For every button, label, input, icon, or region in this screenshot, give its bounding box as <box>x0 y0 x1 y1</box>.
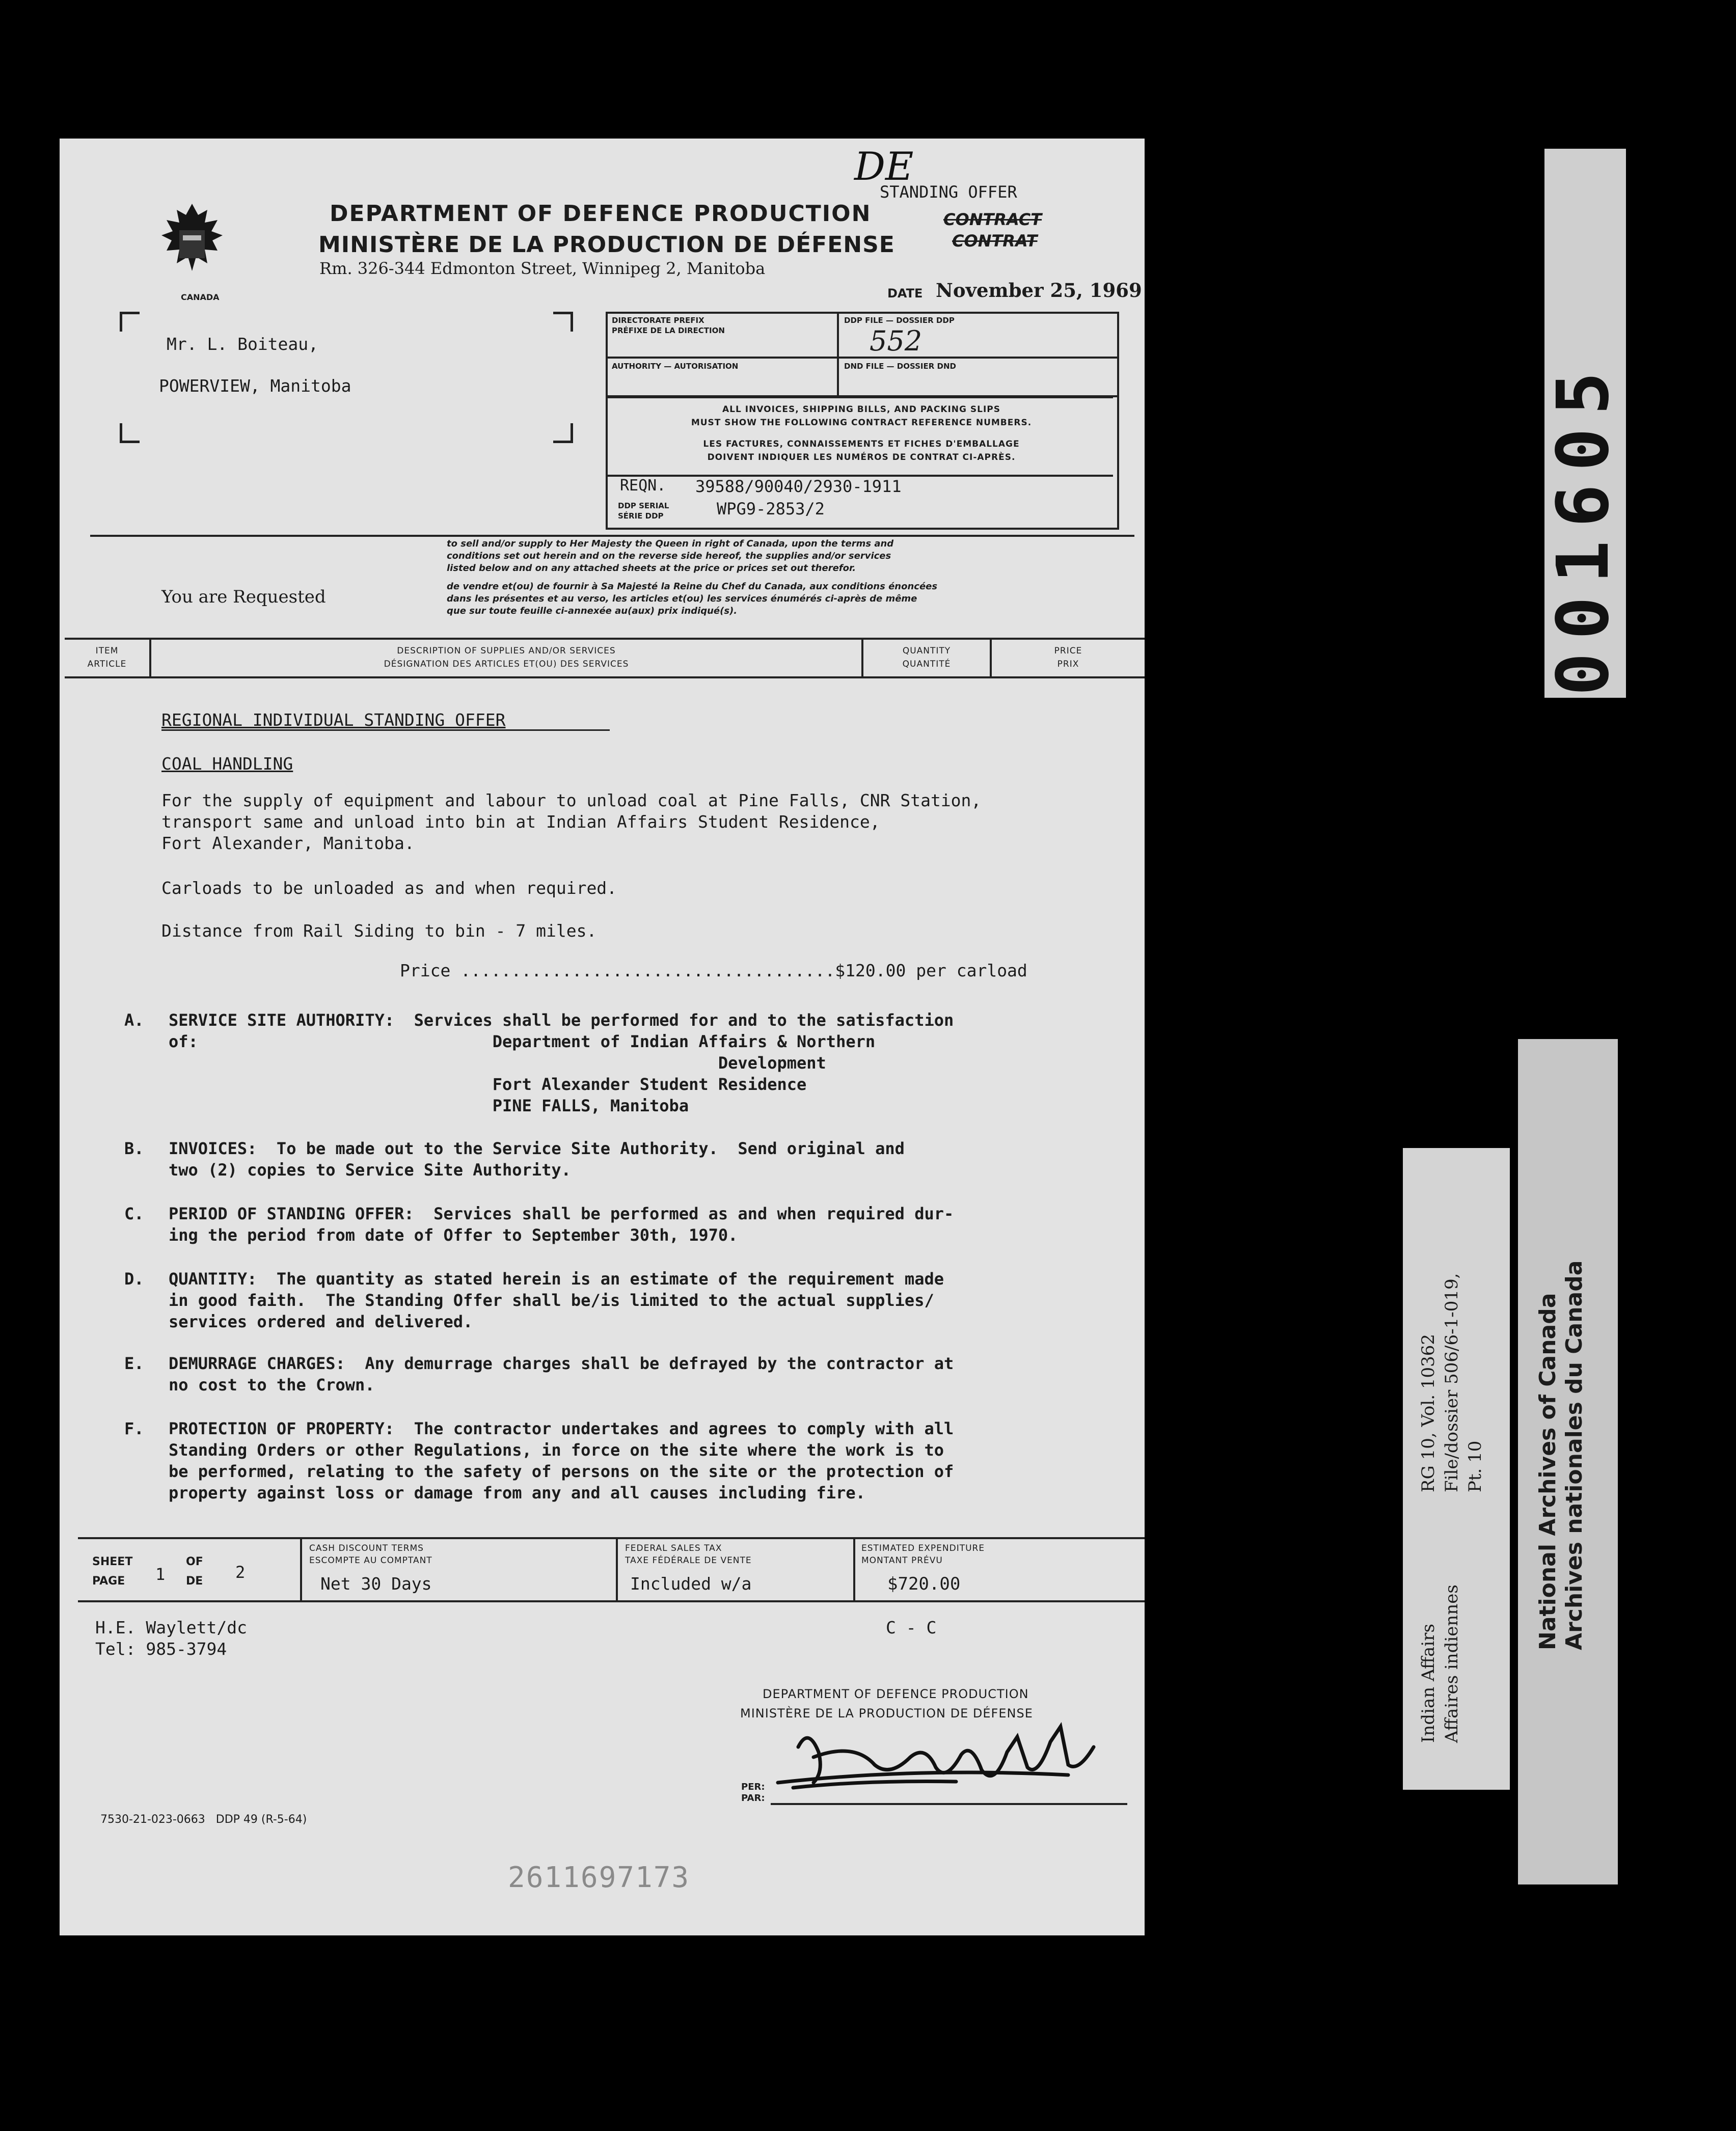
request-terms <box>447 538 1129 617</box>
struck-contract: CONTRACT <box>943 210 1042 229</box>
notice-line-2: MUST SHOW THE FOLLOWING CONTRACT REFERENCE NUMBERS. <box>691 418 1032 428</box>
col-qty-fr: QUANTITÉ <box>902 659 951 669</box>
cc-mark: C - C <box>886 1618 937 1637</box>
clause-d-line-3: services ordered and delivered. <box>169 1312 473 1331</box>
directorate-label-fr: PRÉFIXE DE LA DIRECTION <box>612 326 725 335</box>
col-item-en: ITEM <box>95 646 119 656</box>
request-fr-2: dans les présentes et au verso, les articles et(ou) les services énumérés ci-après de même <box>447 593 917 604</box>
directorate-label-en: DIRECTORATE PREFIX <box>612 316 704 325</box>
telephone: Tel: 985-3794 <box>95 1639 227 1659</box>
crest-label: CANADA <box>181 292 220 302</box>
col-price-en: PRICE <box>1054 646 1082 656</box>
dept-title-en: DEPARTMENT OF DEFENCE PRODUCTION <box>330 201 872 227</box>
handwritten-ref: DE <box>854 144 914 189</box>
clause-a-line-4: Fort Alexander Student Residence <box>169 1075 807 1094</box>
doc-type: STANDING OFFER <box>880 182 1017 202</box>
dept-title-fr: MINISTÈRE DE LA PRODUCTION DE DÉFENSE <box>318 232 895 258</box>
request-label: You are Requested <box>161 587 326 607</box>
archive-part: Pt. 10 <box>1465 1440 1485 1492</box>
clause-b-letter: B. <box>124 1139 144 1158</box>
col-desc-en: DESCRIPTION OF SUPPLIES AND/OR SERVICES <box>397 646 616 656</box>
serial-value: WPG9-2853/2 <box>717 499 825 518</box>
document-page <box>60 139 1145 1935</box>
clause-e-line-1: DEMURRAGE CHARGES: Any demurrage charges shall be defrayed by the contractor at <box>169 1354 954 1373</box>
nac-name-en: National Archives of Canada <box>1535 1293 1561 1650</box>
tax-label-en: FEDERAL SALES TAX <box>625 1543 722 1553</box>
indian-affairs-fr: Affaires indiennes <box>1442 1584 1462 1743</box>
clause-a-line-2: of: Department of Indian Affairs & Northern <box>169 1032 876 1051</box>
notice-line-4: DOIVENT INDIQUER LES NUMÉROS DE CONTRAT CI-APRÈS. <box>707 452 1016 462</box>
tax-label-fr: TAXE FÉDÉRALE DE VENTE <box>625 1555 752 1566</box>
canada-crest-icon <box>156 200 228 302</box>
sheet-number: 1 <box>155 1565 166 1584</box>
clause-f-letter: F. <box>124 1419 144 1438</box>
clause-a-letter: A. <box>124 1010 144 1030</box>
serial-label-2: SÉRIE DDP <box>618 511 664 521</box>
initials: H.E. Waylett/dc <box>95 1618 248 1637</box>
para-1-line-1: For the supply of equipment and labour to unload coal at Pine Falls, CNR Station, <box>161 790 982 810</box>
clause-a-line-3: Development <box>169 1053 826 1073</box>
clause-c-letter: C. <box>124 1204 144 1223</box>
notice-line-1: ALL INVOICES, SHIPPING BILLS, AND PACKING SLIPS <box>722 404 1000 415</box>
dept-address: Rm. 326-344 Edmonton Street, Winnipeg 2, Manitoba <box>319 259 766 278</box>
clause-d-line-2: in good faith. The Standing Offer shall be/is limited to the actual supplies/ <box>169 1291 934 1310</box>
clause-c-line-1: PERIOD OF STANDING OFFER: Services shall be performed as and when required dur- <box>169 1204 954 1223</box>
est-value: $720.00 <box>887 1574 961 1594</box>
para-2: Carloads to be unloaded as and when required. <box>161 878 617 898</box>
discount-label-fr: ESCOMPTE AU COMPTANT <box>309 1555 432 1566</box>
authority-label: AUTHORITY — AUTORISATION <box>612 362 739 371</box>
col-desc-fr: DÉSIGNATION DES ARTICLES ET(OU) DES SERVICES <box>384 659 629 669</box>
col-qty-en: QUANTITY <box>902 646 951 656</box>
request-en-3: listed below and on any attached sheets at the price or prices set out therefor. <box>447 563 856 573</box>
clause-d-line-1: QUANTITY: The quantity as stated herein is an estimate of the requirement made <box>169 1269 944 1289</box>
est-label-fr: MONTANT PRÉVU <box>861 1555 943 1566</box>
col-price-fr: PRIX <box>1057 659 1079 669</box>
ddp-file-label: DDP FILE — DOSSIER DDP <box>844 316 955 325</box>
addressee-name: Mr. L. Boiteau, <box>167 334 319 354</box>
dnd-file-label: DND FILE — DOSSIER DND <box>844 362 956 371</box>
reqn-value: 39588/90040/2930-1911 <box>695 477 902 496</box>
indian-affairs-en: Indian Affairs <box>1418 1624 1439 1743</box>
clause-f-line-4: property against loss or damage from any and all causes including fire. <box>169 1483 865 1502</box>
of-label-fr: DE <box>186 1575 203 1588</box>
col-item-fr: ARTICLE <box>87 659 127 669</box>
of-number: 2 <box>235 1563 246 1582</box>
nac-name-fr: Archives nationales du Canada <box>1561 1260 1587 1650</box>
of-label-en: OF <box>186 1555 203 1568</box>
clause-f-line-3: be performed, relating to the safety of persons on the site or the protection of <box>169 1462 954 1481</box>
price-line: Price .....................................$120.00 per carload <box>400 961 1027 980</box>
stamp-number: 2611697173 <box>508 1861 690 1894</box>
frame-number: 001605 <box>1542 359 1625 696</box>
handwritten-signature <box>763 1716 1119 1798</box>
request-en-2: conditions set out herein and on the reverse side hereof, the supplies and/or services <box>447 551 891 561</box>
date-value: November 25, 1969 <box>936 279 1142 302</box>
clause-a-line-1: SERVICE SITE AUTHORITY: Services shall be performed for and to the satisfaction <box>169 1010 954 1030</box>
para-3: Distance from Rail Siding to bin - 7 miles. <box>161 921 597 941</box>
date-label: DATE <box>887 286 923 300</box>
discount-label-en: CASH DISCOUNT TERMS <box>309 1543 424 1553</box>
clause-c-line-2: ing the period from date of Offer to September 30th, 1970. <box>169 1225 738 1245</box>
form-code: 7530-21-023-0663 DDP 49 (R-5-64) <box>100 1813 307 1826</box>
reqn-label: REQN. <box>620 477 666 495</box>
signature-dept-fr: MINISTÈRE DE LA PRODUCTION DE DÉFENSE <box>740 1706 1033 1720</box>
clause-b-line-2: two (2) copies to Service Site Authority. <box>169 1160 571 1180</box>
archive-rg: RG 10, Vol. 10362 <box>1418 1334 1439 1492</box>
addressee-place: POWERVIEW, Manitoba <box>159 376 351 396</box>
struck-contrat: CONTRAT <box>952 231 1038 251</box>
clause-f-line-2: Standing Orders or other Regulations, in force on the site where the work is to <box>169 1440 944 1460</box>
est-label-en: ESTIMATED EXPENDITURE <box>861 1543 985 1553</box>
clause-e-line-2: no cost to the Crown. <box>169 1375 375 1395</box>
clause-b-line-1: INVOICES: To be made out to the Service Site Authority. Send original and <box>169 1139 905 1158</box>
ddp-file-value: 552 <box>870 325 923 357</box>
clause-f-line-1: PROTECTION OF PROPERTY: The contractor undertakes and agrees to comply with all <box>169 1419 954 1438</box>
sheet-label-en: SHEET <box>92 1555 133 1568</box>
signature-dept-en: DEPARTMENT OF DEFENCE PRODUCTION <box>763 1687 1029 1701</box>
archive-file: File/dossier 506/6-1-019, <box>1442 1273 1462 1492</box>
para-1-line-2: transport same and unload into bin at Indian Affairs Student Residence, <box>161 812 880 832</box>
para-1-line-3: Fort Alexander, Manitoba. <box>161 833 415 853</box>
notice-line-3: LES FACTURES, CONNAISSEMENTS ET FICHES D'EMBALLAGE <box>703 439 1020 449</box>
clause-e-letter: E. <box>124 1354 144 1373</box>
request-fr-1: de vendre et(ou) de fournir à Sa Majesté la Reine du Chef du Canada, aux conditions énoncées <box>447 581 938 592</box>
request-fr-3: que sur toute feuille ci-annexée au(aux) prix indiqué(s). <box>447 606 738 616</box>
heading-standing-offer: REGIONAL INDIVIDUAL STANDING OFFER <box>161 710 506 730</box>
sheet-label-fr: PAGE <box>92 1575 125 1588</box>
clause-d-letter: D. <box>124 1269 144 1289</box>
per-label: PER: <box>741 1782 765 1792</box>
tax-value: Included w/a <box>630 1574 752 1594</box>
par-label: PAR: <box>741 1793 765 1804</box>
clause-a-line-5: PINE FALLS, Manitoba <box>169 1096 689 1115</box>
serial-label-1: DDP SERIAL <box>618 501 669 510</box>
discount-value: Net 30 Days <box>320 1574 432 1594</box>
request-en-1: to sell and/or supply to Her Majesty the Queen in right of Canada, upon the terms and <box>447 538 894 549</box>
heading-coal-handling: COAL HANDLING <box>161 754 293 774</box>
